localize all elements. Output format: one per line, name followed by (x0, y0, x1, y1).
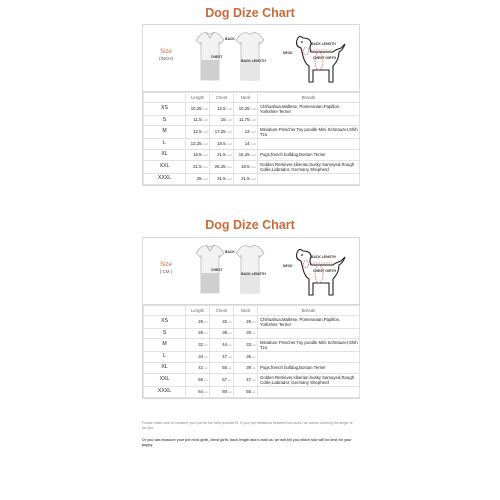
table-row (144, 339, 360, 352)
size-cell: XL (144, 150, 186, 161)
table-row (144, 150, 360, 161)
unit-text: cm (228, 342, 232, 347)
chest-value: 80 (222, 388, 227, 394)
chest-cell (210, 387, 234, 398)
unit-text: cm (228, 365, 232, 370)
dog-illustration (289, 30, 349, 91)
chart-header (143, 238, 359, 305)
length-value: 21.5 (193, 163, 202, 169)
chest-value: 32 (222, 318, 227, 324)
length-value: 55 (198, 376, 203, 382)
length-cell (186, 139, 210, 150)
length-cell (186, 103, 210, 116)
unit-text: inch (250, 106, 256, 111)
back-length-label-dog: BACK LENGTH (311, 42, 336, 46)
size-label-block (145, 49, 187, 61)
size-cell: M (144, 126, 186, 139)
unit-label: ( CM ) (159, 269, 173, 274)
breeds-cell: Chihuahua,Maltese, Pomeranian,Papillon, Yorkshire Terrier (258, 316, 360, 329)
neck-value: 21.5 (241, 175, 250, 181)
table-row (144, 126, 360, 139)
neck-label: NECK (283, 264, 293, 268)
size-chart (142, 24, 360, 186)
neck-value: 39 (246, 364, 251, 370)
fit-advice-note: Please make sure to measure your pet for the best possible fit. If your pet measures between two sizes, we advise ordering the larger of the two. (142, 421, 353, 430)
breeds-cell: Pugs,french bulldog,Boston Terrier (258, 363, 360, 374)
column-header: Length (186, 93, 210, 103)
neck-label: NECK (283, 51, 293, 55)
length-value: 34 (198, 353, 203, 359)
chest-cell (210, 161, 234, 174)
chest-cell (210, 339, 234, 352)
unit-label: (INCH) (159, 56, 173, 61)
unit-text: cm (252, 365, 256, 370)
size-cell: L (144, 352, 186, 363)
unit-text: inch (226, 129, 232, 134)
length-value: 32 (198, 341, 203, 347)
length-value: 29 (198, 330, 203, 336)
chest-cell (210, 103, 234, 116)
column-header: Chest (210, 93, 234, 103)
chest-cell (210, 150, 234, 161)
unit-text: inch (202, 118, 208, 123)
column-header: Neck (234, 93, 258, 103)
length-cell (186, 174, 210, 185)
table-row (144, 161, 360, 174)
size-cell: L (144, 139, 186, 150)
size-cell: XL (144, 363, 186, 374)
breeds-cell (258, 116, 360, 126)
chest-value: 17.25 (214, 128, 226, 134)
length-cell (186, 363, 210, 374)
size-cell: S (144, 329, 186, 339)
neck-value: 36 (246, 353, 251, 359)
unit-text: cm (204, 377, 208, 382)
chest-cell (210, 329, 234, 339)
back-label: BACK (225, 250, 235, 254)
column-header: Breeds (258, 93, 360, 103)
size-cell: M (144, 339, 186, 352)
length-cell (186, 126, 210, 139)
table-row (144, 374, 360, 387)
unit-text: inch (226, 118, 232, 123)
table-row (144, 139, 360, 150)
neck-cell (234, 339, 258, 352)
length-cell (186, 116, 210, 126)
chest-cell (210, 374, 234, 387)
unit-text: inch (226, 152, 232, 157)
chest-label: CHEST (211, 55, 223, 59)
table-row (144, 116, 360, 126)
unit-text: cm (252, 377, 256, 382)
length-value: 25 (196, 175, 202, 181)
unit-text: inch (226, 164, 232, 169)
header-blank (144, 306, 186, 316)
column-header: Breeds (258, 306, 360, 316)
chest-value: 38 (222, 330, 227, 336)
table-row (144, 316, 360, 329)
neck-value: 10.25 (238, 105, 250, 111)
breeds-cell: Chihuahua,Maltese, Pomeranian,Papillon, Yorkshire Terrier (258, 103, 360, 116)
breeds-cell (258, 174, 360, 185)
back-length-label: BACK LENGTH (241, 272, 266, 276)
size-table (143, 92, 360, 185)
size-chart (142, 237, 360, 399)
chest-value: 55 (222, 364, 227, 370)
unit-text: inch (202, 176, 208, 181)
neck-cell (234, 316, 258, 329)
unit-text: inch (202, 129, 208, 134)
length-cell (186, 387, 210, 398)
neck-value: 11.75 (239, 117, 250, 123)
chest-cell (210, 139, 234, 150)
neck-cell (234, 387, 258, 398)
chest-value: 44 (222, 341, 227, 347)
length-cell (186, 150, 210, 161)
neck-cell (234, 103, 258, 116)
chest-cell (210, 363, 234, 374)
chest-cell (210, 126, 234, 139)
dog-illustration (289, 243, 349, 304)
neck-value: 30 (246, 330, 251, 336)
unit-text: cm (252, 342, 256, 347)
table-header-row (144, 93, 360, 103)
size-label-block (145, 262, 187, 274)
back-label: BACK (225, 37, 235, 41)
size-table (143, 305, 360, 398)
table-row (144, 387, 360, 398)
neck-value: 55 (246, 388, 251, 394)
neck-cell (234, 174, 258, 185)
neck-cell (234, 161, 258, 174)
chest-value: 18.5 (217, 140, 226, 146)
back-length-label: BACK LENGTH (241, 59, 266, 63)
unit-text: inch (226, 106, 232, 111)
unit-text: inch (226, 141, 232, 146)
unit-text: inch (202, 152, 208, 157)
unit-text: cm (204, 319, 208, 324)
length-value: 10.25 (190, 105, 202, 111)
unit-text: inch (250, 164, 256, 169)
length-value: 11.5 (193, 117, 202, 123)
length-value: 64 (198, 388, 203, 394)
chest-value: 31.5 (217, 175, 226, 181)
unit-text: cm (204, 389, 208, 394)
chest-value: 21.5 (217, 151, 226, 157)
breeds-cell (258, 329, 360, 339)
unit-text: cm (252, 389, 256, 394)
chart-title: Dog Dize Chart (205, 6, 295, 20)
neck-value: 14 (244, 140, 250, 146)
breeds-cell: Pugs,french bulldog,Boston Terrier (258, 150, 360, 161)
size-label: Size (160, 49, 172, 55)
length-cell (186, 374, 210, 387)
size-cell: XXL (144, 374, 186, 387)
unit-text: inch (250, 129, 256, 134)
length-cell (186, 161, 210, 174)
unit-text: cm (204, 365, 208, 370)
unit-text: cm (228, 354, 232, 359)
column-header: Chest (210, 306, 234, 316)
neck-cell (234, 116, 258, 126)
unit-text: inch (250, 176, 256, 181)
unit-text: inch (226, 176, 232, 181)
column-header: Neck (234, 306, 258, 316)
size-cell: XXXL (144, 387, 186, 398)
unit-text: cm (252, 331, 256, 336)
measure-contact-note: Or you can measure your pet neck girth, chest girth, back length and e-mail us, we will tell you which size will be best for your puppy (142, 438, 352, 447)
header-blank (144, 93, 186, 103)
chest-cell (210, 352, 234, 363)
unit-text: cm (228, 319, 232, 324)
size-cell: XS (144, 103, 186, 116)
chest-girth-label: CHEST GIRTH (313, 269, 336, 273)
unit-text: inch (250, 141, 256, 146)
unit-text: inch (250, 118, 256, 123)
length-value: 13.25 (190, 140, 202, 146)
neck-cell (234, 352, 258, 363)
unit-text: cm (204, 331, 208, 336)
unit-text: inch (250, 152, 256, 157)
breeds-cell: Golden Retriever,siberian,husky Samoyed,Rough Collie,Labrador, Germany Shepherd (258, 161, 360, 174)
length-value: 26 (198, 318, 203, 324)
unit-text: cm (252, 354, 256, 359)
back-length-label-dog: BACK LENGTH (311, 255, 336, 259)
breeds-cell: Miniature Pinscher,Toy poodle Mini Schnauzer,Shih Tzu (258, 339, 360, 352)
neck-cell (234, 374, 258, 387)
neck-cell (234, 126, 258, 139)
breeds-cell: Miniature Pinscher,Toy poodle Mini Schnauzer,Shih Tzu (258, 126, 360, 139)
unit-text: inch (202, 164, 208, 169)
chest-cell (210, 316, 234, 329)
neck-cell (234, 329, 258, 339)
unit-text: cm (228, 331, 232, 336)
size-cell: S (144, 116, 186, 126)
unit-text: inch (202, 106, 208, 111)
breeds-cell (258, 352, 360, 363)
unit-text: inch (202, 141, 208, 146)
chest-value: 12.5 (217, 105, 226, 111)
breeds-cell (258, 387, 360, 398)
neck-cell (234, 139, 258, 150)
chest-cell (210, 174, 234, 185)
table-row (144, 174, 360, 185)
unit-text: cm (204, 354, 208, 359)
neck-value: 33 (246, 341, 251, 347)
table-header-row (144, 306, 360, 316)
length-value: 16.5 (193, 151, 202, 157)
chest-label: CHEST (211, 268, 223, 272)
size-cell: XS (144, 316, 186, 329)
chest-girth-label: CHEST GIRTH (313, 56, 336, 60)
neck-cell (234, 150, 258, 161)
chart-header (143, 25, 359, 92)
chest-cell (210, 116, 234, 126)
unit-text: cm (204, 342, 208, 347)
length-cell (186, 339, 210, 352)
table-row (144, 103, 360, 116)
neck-value: 18.5 (241, 163, 250, 169)
table-row (144, 352, 360, 363)
size-label: Size (160, 262, 172, 268)
table-row (144, 329, 360, 339)
column-header: Length (186, 306, 210, 316)
length-cell (186, 316, 210, 329)
chest-value: 47 (222, 353, 227, 359)
length-cell (186, 352, 210, 363)
neck-value: 13 (244, 128, 250, 134)
neck-value: 47 (246, 376, 251, 382)
breeds-cell (258, 139, 360, 150)
length-value: 42 (198, 364, 203, 370)
neck-cell (234, 363, 258, 374)
chart-title: Dog Dize Chart (205, 218, 295, 232)
unit-text: cm (228, 389, 232, 394)
unit-text: cm (252, 319, 256, 324)
table-row (144, 363, 360, 374)
length-cell (186, 329, 210, 339)
unit-text: cm (228, 377, 232, 382)
size-cell: XXL (144, 161, 186, 174)
neck-value: 26 (246, 318, 251, 324)
chest-value: 15 (220, 117, 226, 123)
neck-value: 15.25 (238, 151, 250, 157)
size-cell: XXXL (144, 174, 186, 185)
chest-value: 26.25 (214, 163, 226, 169)
breeds-cell: Golden Retriever,siberian,husky Samoyed,Rough Collie,Labrador, Germany Shepherd (258, 374, 360, 387)
chest-value: 67 (222, 376, 227, 382)
length-value: 12.5 (193, 128, 202, 134)
